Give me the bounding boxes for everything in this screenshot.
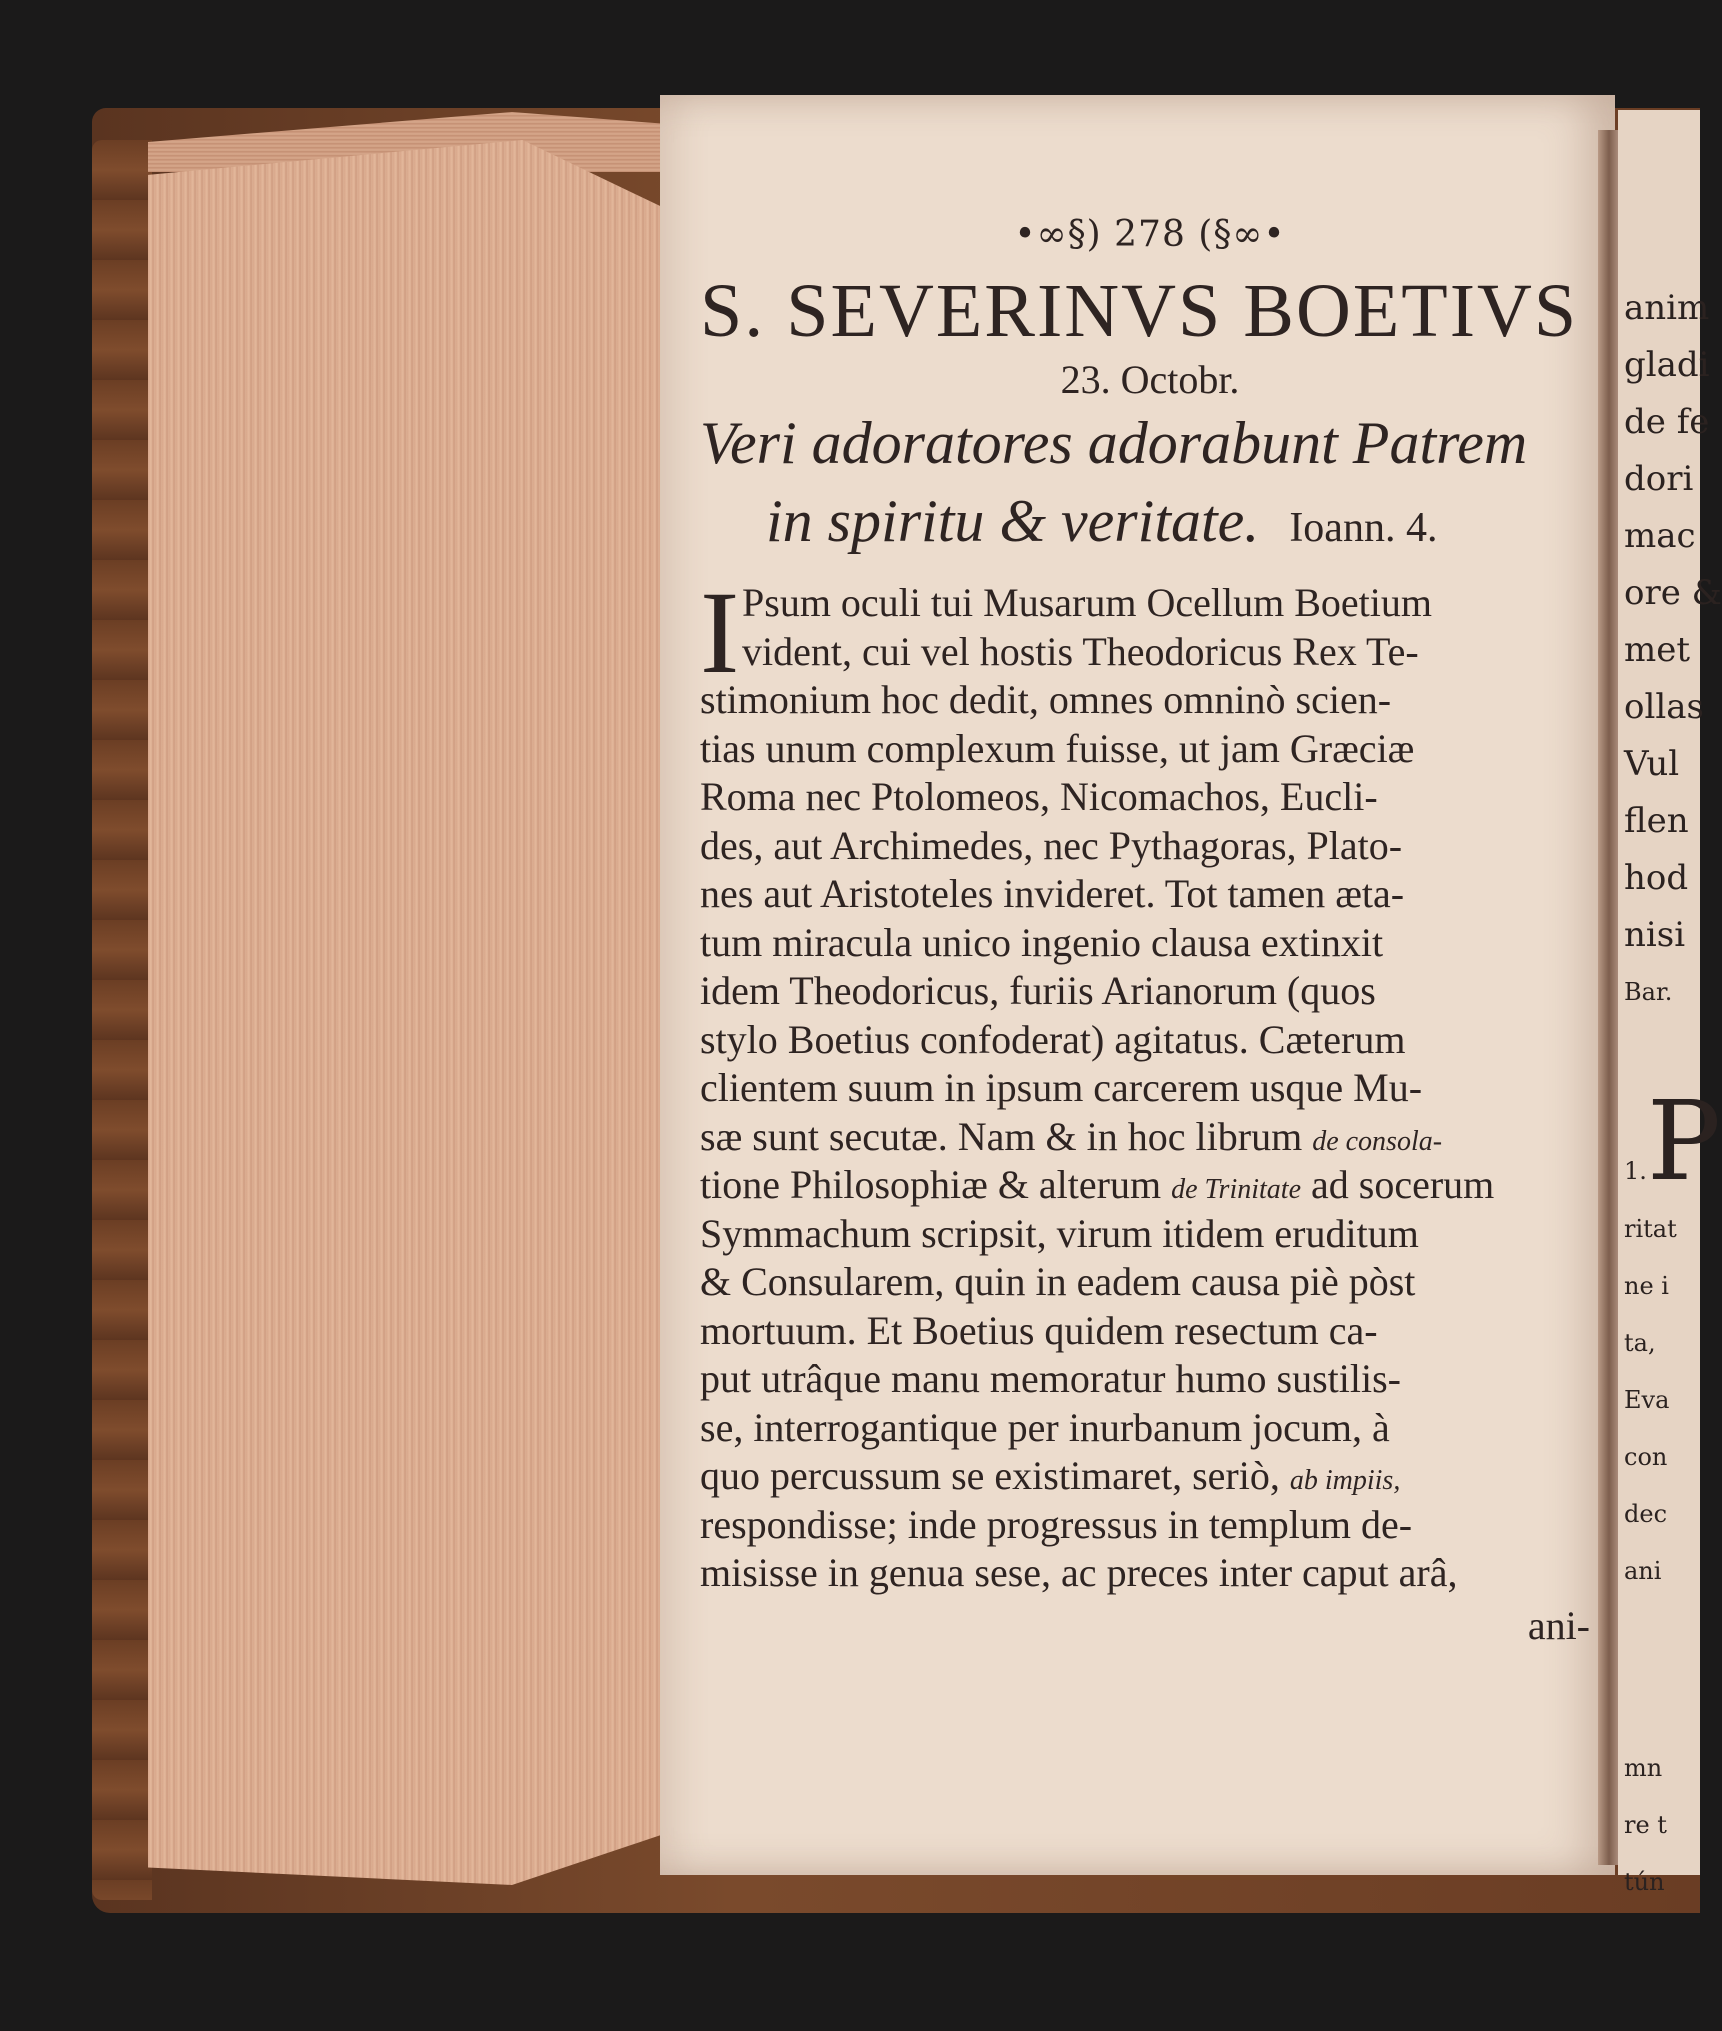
right-page-text — [1624, 280, 1722, 1911]
italic-book-title: de Trinitate — [1171, 1174, 1301, 1205]
right-line: tún — [1624, 1868, 1665, 1896]
right-line: ritat — [1624, 1215, 1677, 1243]
body-line — [700, 1452, 1600, 1501]
right-gap — [1624, 1600, 1700, 1740]
right-line: re t — [1624, 1811, 1667, 1839]
body-line: se, interrogantique per inurbanum jocum, à — [700, 1404, 1390, 1450]
body-line — [700, 1161, 1600, 1210]
book-gutter — [1598, 130, 1620, 1865]
right-line: mac — [1624, 516, 1696, 556]
italic-phrase: ab impiis, — [1289, 1465, 1401, 1496]
scripture-reference: Ioann. 4. — [1289, 505, 1438, 551]
right-line: nisi — [1624, 915, 1686, 955]
body-line: vident, cui vel hostis Theodoricus Rex Te- — [742, 628, 1419, 674]
body-line-text: quo percussum se existimaret, seriò, — [700, 1453, 1280, 1498]
right-line: hod — [1624, 858, 1689, 898]
right-dropcap: P — [1646, 1077, 1721, 1205]
body-line — [700, 1113, 1600, 1162]
right-line: Vul — [1624, 744, 1680, 784]
body-line: respondisse; inde progressus in templum de- — [700, 1501, 1413, 1547]
feast-date: 23. Octobr. — [1060, 357, 1240, 402]
body-line: put utrâque manu memoratur humo sustilis- — [700, 1356, 1401, 1401]
scripture-quote-line-2 — [700, 482, 1600, 567]
right-line: gladi — [1624, 345, 1710, 385]
page-content — [700, 214, 1600, 1649]
right-line: ta, — [1624, 1329, 1656, 1357]
right-line: de fe — [1624, 402, 1710, 442]
body-line: idem Theodoricus, furiis Arianorum (quos — [700, 968, 1376, 1013]
right-dropcap-line — [1624, 1077, 1721, 1205]
body-line: Roma nec Ptolomeos, Nicomachos, Eucli- — [700, 774, 1378, 819]
right-line: anim — [1624, 288, 1710, 328]
right-line: con — [1624, 1443, 1668, 1471]
body-line: stylo Boetius confoderat) agitatus. Cæterum — [700, 1016, 1406, 1062]
right-line: dori — [1624, 459, 1694, 499]
page-number: •∞§) 278 (§∞• — [1014, 214, 1286, 255]
body-line: Symmachum scripsit, virum itidem eruditum — [700, 1210, 1419, 1256]
body-line: Psum oculi tui Musarum Ocellum Boetium — [742, 580, 1432, 625]
section-number: 1. — [1624, 1157, 1647, 1185]
right-page — [1618, 110, 1722, 1896]
scripture-quote-line-1: Veri adoratores adorabunt Patrem — [700, 410, 1528, 476]
body-line: & Consularem, quin in eadem causa piè pòst — [700, 1259, 1416, 1304]
body-line-text: tione Philosophiæ & alterum — [700, 1162, 1162, 1207]
page-title: S. SEVERINVS BOETIVS — [700, 269, 1579, 353]
scripture-quote-text: in spiritu & veritate. — [766, 488, 1260, 554]
right-line: ore & — [1624, 573, 1722, 613]
body-line-text: sæ sunt secutæ. Nam & in hoc librum — [700, 1113, 1303, 1159]
catchword: ani- — [1527, 1602, 1590, 1648]
body-line: tias unum complexum fuisse, ut jam Græciæ — [700, 725, 1415, 771]
right-line: ollas — [1624, 687, 1704, 727]
drop-cap: I — [700, 567, 740, 698]
page-block-fore-edge — [148, 140, 668, 1885]
book-spine — [92, 140, 152, 1900]
body-line: tum miracula unico ingenio clausa extinxit — [700, 919, 1384, 965]
right-line: ani — [1624, 1557, 1662, 1585]
right-line: Eva — [1624, 1386, 1670, 1414]
right-line: Bar. — [1624, 978, 1673, 1006]
right-line: dec — [1624, 1500, 1668, 1528]
italic-book-title: de consola- — [1312, 1125, 1443, 1157]
body-line: clientem suum in ipsum carcerem usque Mu- — [700, 1065, 1423, 1110]
right-line: flen — [1624, 801, 1689, 841]
right-line: ne i — [1624, 1272, 1669, 1300]
body-line-text: ad socerum — [1311, 1162, 1495, 1207]
right-line: met — [1624, 630, 1691, 670]
body-line: des, aut Archimedes, nec Pythagoras, Plato- — [700, 822, 1403, 868]
body-line: stimonium hoc dedit, omnes omninò scien- — [700, 677, 1392, 722]
right-line: mn — [1624, 1754, 1663, 1782]
body-line: mortuum. Et Boetius quidem resectum ca- — [700, 1307, 1378, 1353]
body-line: misisse in genua sese, ac preces inter caput arâ, — [700, 1550, 1458, 1595]
body-line: nes aut Aristoteles invideret. Tot tamen æta- — [700, 871, 1405, 916]
body-text — [700, 567, 1600, 1598]
